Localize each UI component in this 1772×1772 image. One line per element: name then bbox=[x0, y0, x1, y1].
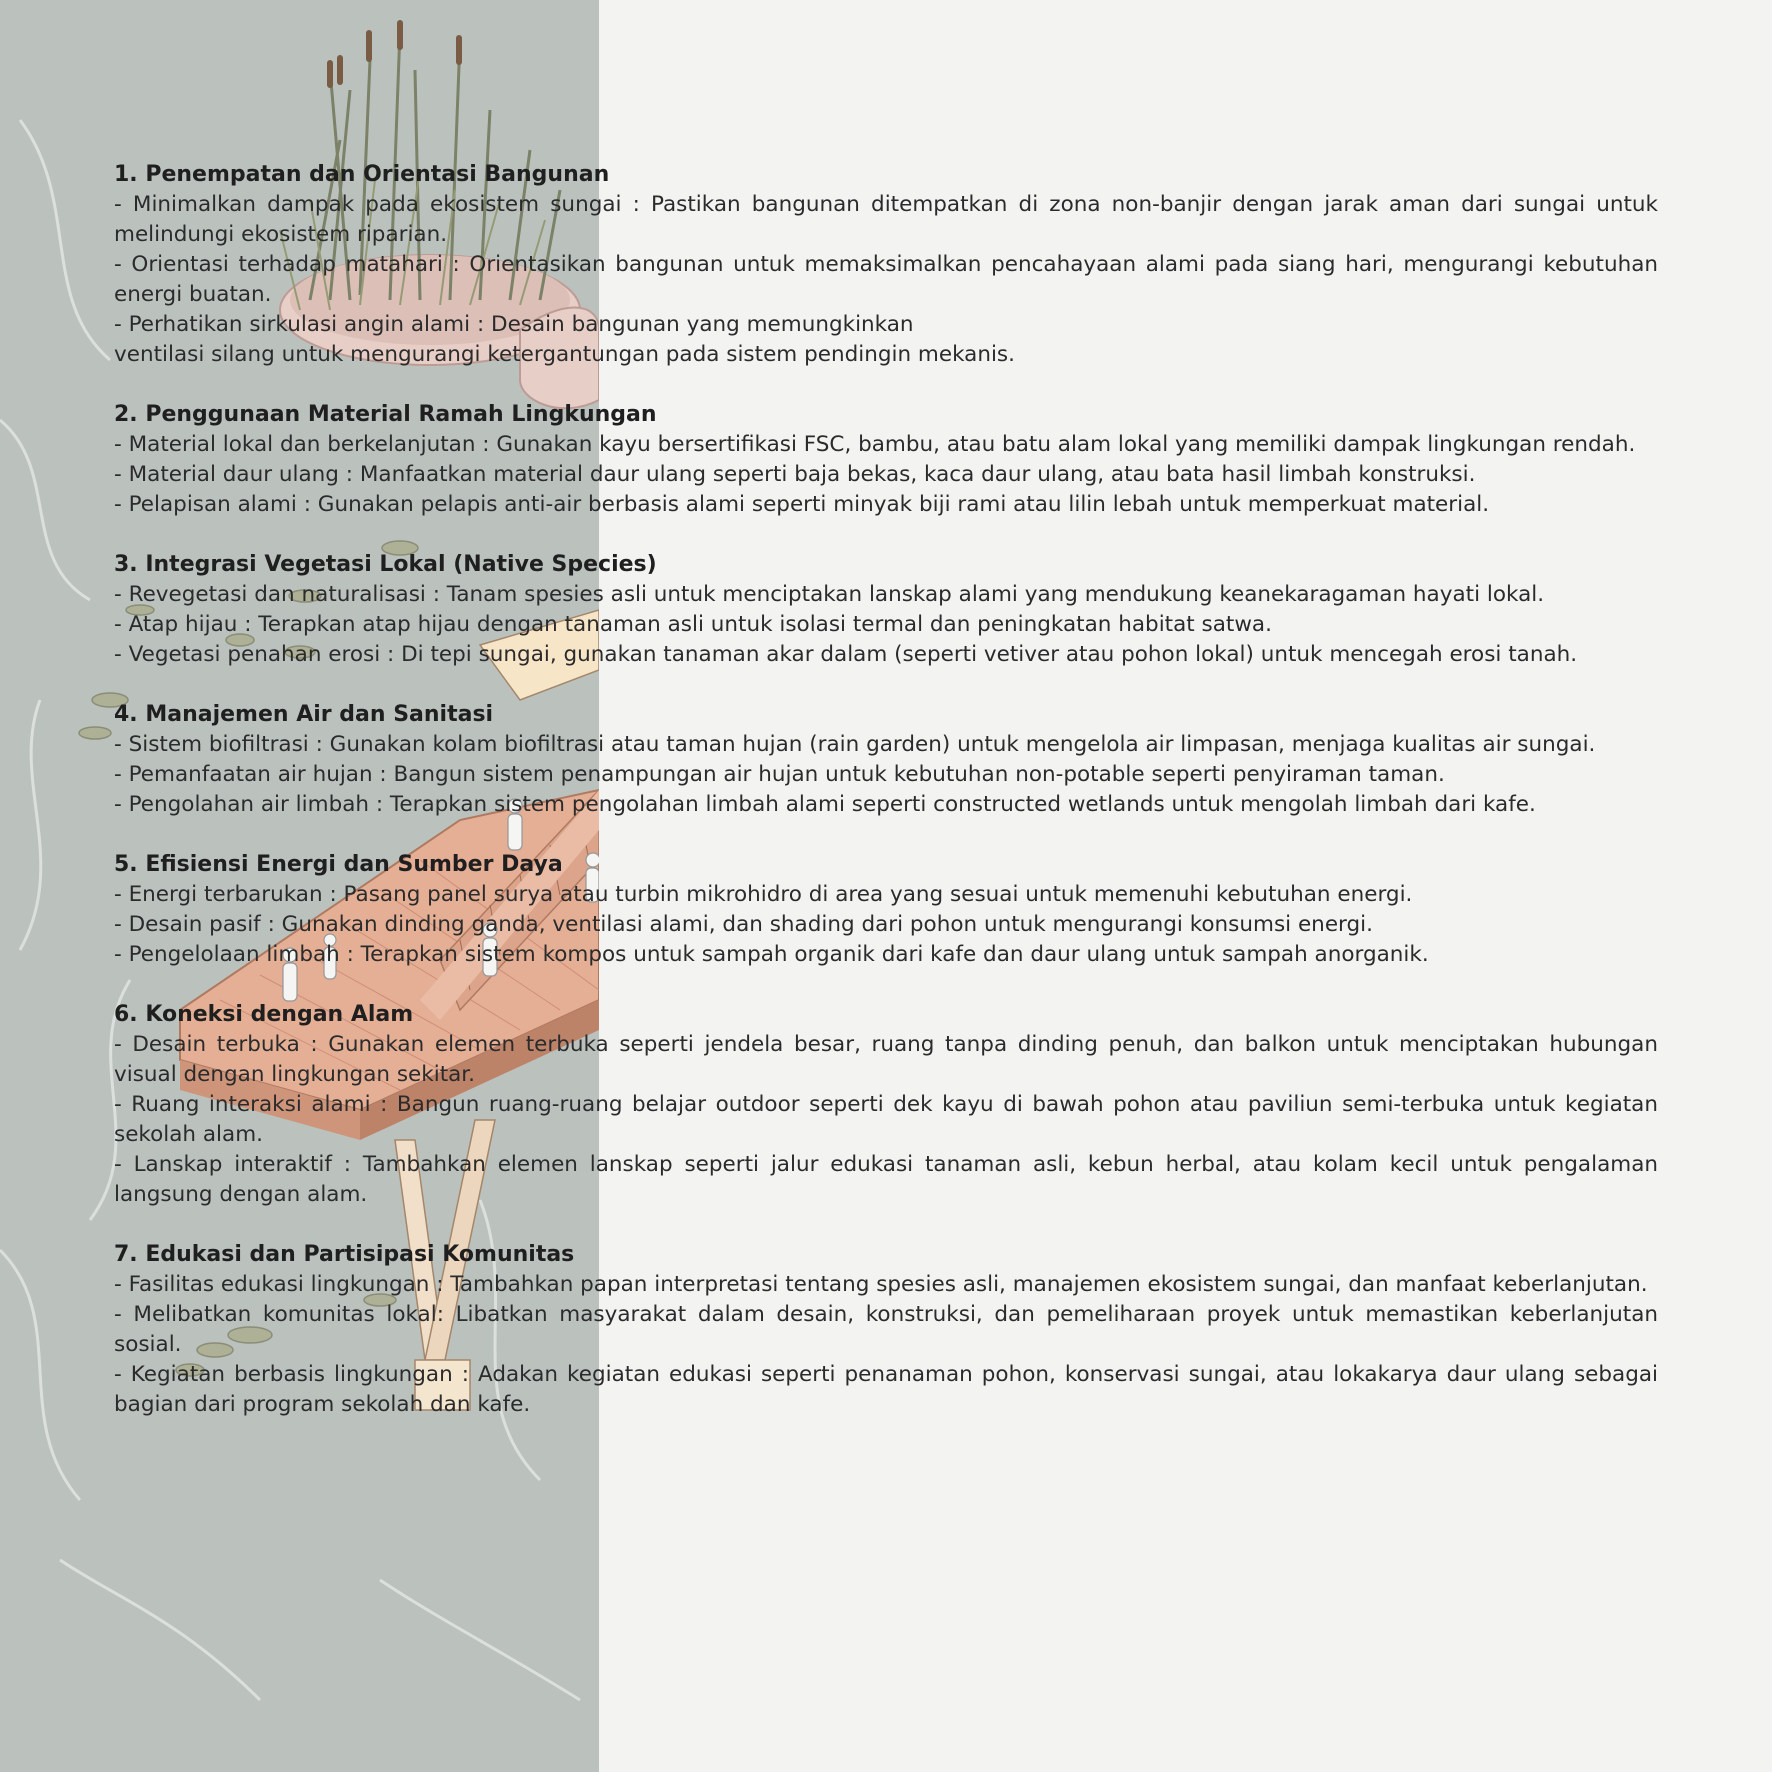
section-item: - Pengolahan air limbah : Terapkan sistem pengolahan limbah alami seperti constructed wetlands untuk mengolah limbah dari kafe. bbox=[114, 792, 1536, 817]
section-nature-connection bbox=[114, 1000, 1658, 1210]
section-item: ventilasi silang untuk mengurangi ketergantungan pada sistem pendingin mekanis. bbox=[114, 342, 1015, 367]
section-water-management bbox=[114, 700, 1658, 820]
guidelines-document bbox=[114, 160, 1658, 1450]
section-item: - Ruang interaksi alami : Bangun ruang-ruang belajar outdoor seperti dek kayu di bawah pohon atau paviliun semi-terbuka untuk kegiatan sekolah alam. bbox=[114, 1092, 1658, 1147]
section-item: - Desain pasif : Gunakan dinding ganda, ventilasi alami, dan shading dari pohon untuk mengurangi konsumsi energi. bbox=[114, 912, 1373, 937]
section-item: - Desain terbuka : Gunakan elemen terbuka seperti jendela besar, ruang tanpa dinding penuh, dan balkon untuk menciptakan hubungan visual dengan lingkungan sekitar. bbox=[114, 1032, 1658, 1087]
section-item: - Revegetasi dan naturalisasi : Tanam spesies asli untuk menciptakan lanskap alami yang mendukung keanekaragaman hayati lokal. bbox=[114, 582, 1545, 607]
section-item: - Orientasi terhadap matahari : Orientasikan bangunan untuk memaksimalkan pencahayaan alami pada siang hari, mengurangi kebutuhan energi buatan. bbox=[114, 252, 1658, 307]
section-energy-efficiency bbox=[114, 850, 1658, 970]
section-item: - Sistem biofiltrasi : Gunakan kolam biofiltrasi atau taman hujan (rain garden) untuk mengelola air limpasan, menjaga kualitas air sungai. bbox=[114, 732, 1596, 757]
section-title: 5. Efisiensi Energi dan Sumber Daya bbox=[114, 852, 563, 877]
section-title: 6. Koneksi dengan Alam bbox=[114, 1002, 414, 1027]
section-title: 2. Penggunaan Material Ramah Lingkungan bbox=[114, 402, 657, 427]
section-item: - Atap hijau : Terapkan atap hijau dengan tanaman asli untuk isolasi termal dan peningkatan habitat satwa. bbox=[114, 612, 1272, 637]
section-item: - Pelapisan alami : Gunakan pelapis anti-air berbasis alami seperti minyak biji rami atau lilin lebah untuk memperkuat material. bbox=[114, 492, 1490, 517]
section-item: - Material lokal dan berkelanjutan : Gunakan kayu bersertifikasi FSC, bambu, atau batu alam lokal yang memiliki dampak lingkungan rendah. bbox=[114, 432, 1636, 457]
section-item: - Fasilitas edukasi lingkungan : Tambahkan papan interpretasi tentang spesies asli, manajemen ekosistem sungai, dan manfaat keberlanjutan. bbox=[114, 1272, 1648, 1297]
section-item: - Pemanfaatan air hujan : Bangun sistem penampungan air hujan untuk kebutuhan non-potable seperti penyiraman taman. bbox=[114, 762, 1445, 787]
section-title: 4. Manajemen Air dan Sanitasi bbox=[114, 702, 494, 727]
section-item: - Energi terbarukan : Pasang panel surya atau turbin mikrohidro di area yang sesuai untuk memenuhi kebutuhan energi. bbox=[114, 882, 1413, 907]
section-item: - Pengelolaan limbah : Terapkan sistem kompos untuk sampah organik dari kafe dan daur ulang untuk sampah anorganik. bbox=[114, 942, 1429, 967]
section-title: 1. Penempatan dan Orientasi Bangunan bbox=[114, 162, 610, 187]
section-native-vegetation bbox=[114, 550, 1658, 670]
section-item: - Perhatikan sirkulasi angin alami : Desain bangunan yang memungkinkan bbox=[114, 312, 914, 337]
section-building-placement bbox=[114, 160, 1658, 370]
section-item: - Minimalkan dampak pada ekosistem sungai : Pastikan bangunan ditempatkan di zona non-banjir dengan jarak aman dari sungai untuk melindungi ekosistem riparian. bbox=[114, 192, 1658, 247]
section-item: - Melibatkan komunitas lokal: Libatkan masyarakat dalam desain, konstruksi, dan pemeliharaan proyek untuk memastikan keberlanjutan sosial. bbox=[114, 1302, 1658, 1357]
section-title: 7. Edukasi dan Partisipasi Komunitas bbox=[114, 1242, 575, 1267]
section-item: - Kegiatan berbasis lingkungan : Adakan kegiatan edukasi seperti penanaman pohon, konservasi sungai, atau lokakarya daur ulang sebagai bagian dari program sekolah dan kafe. bbox=[114, 1362, 1658, 1417]
section-community-education bbox=[114, 1240, 1658, 1420]
section-item: - Lanskap interaktif : Tambahkan elemen lanskap seperti jalur edukasi tanaman asli, kebun herbal, atau kolam kecil untuk pengalaman langsung dengan alam. bbox=[114, 1152, 1658, 1207]
section-item: - Material daur ulang : Manfaatkan material daur ulang seperti baja bekas, kaca daur ulang, atau bata hasil limbah konstruksi. bbox=[114, 462, 1476, 487]
section-title: 3. Integrasi Vegetasi Lokal (Native Species) bbox=[114, 552, 657, 577]
section-eco-materials bbox=[114, 400, 1658, 520]
section-item: - Vegetasi penahan erosi : Di tepi sungai, gunakan tanaman akar dalam (seperti vetiver atau pohon lokal) untuk mencegah erosi tanah. bbox=[114, 642, 1578, 667]
